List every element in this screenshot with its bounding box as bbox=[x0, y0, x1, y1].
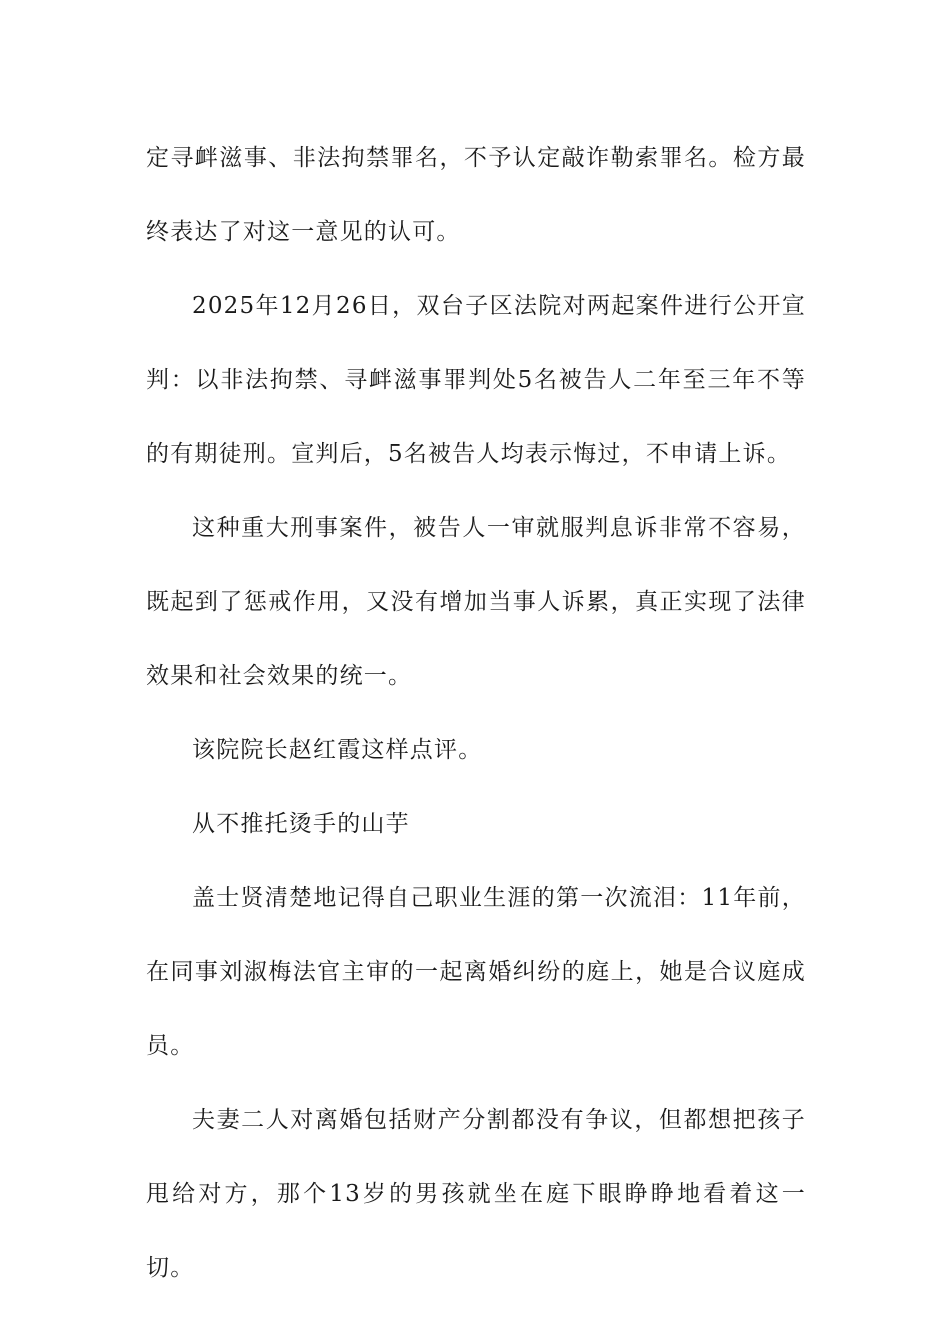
paragraph-6: 夫妻二人对离婚包括财产分割都没有争议，但都想把孩子甩给对方，那个13岁的男孩就坐在庭下眼睁睁地看着这一切。 bbox=[146, 1107, 806, 1281]
paragraph-1: 定寻衅滋事、非法拘禁罪名，不予认定敲诈勒索罪名。检方最终表达了对这一意见的认可。 bbox=[146, 145, 806, 245]
document-body bbox=[146, 121, 806, 1305]
section-heading: 从不推托烫手的山芋 bbox=[192, 811, 410, 837]
paragraph-5: 盖士贤清楚地记得自己职业生涯的第一次流泪：11年前，在同事刘淑梅法官主审的一起离婚纠纷的庭上，她是合议庭成员。 bbox=[146, 885, 806, 1059]
paragraph-2: 2025年12月26日，双台子区法院对两起案件进行公开宣判：以非法拘禁、寻衅滋事罪判处5名被告人二年至三年不等的有期徒刑。宣判后，5名被告人均表示悔过，不申请上诉。 bbox=[146, 293, 806, 467]
paragraph-3: 这种重大刑事案件，被告人一审就服判息诉非常不容易，既起到了惩戒作用，又没有增加当事人诉累，真正实现了法律效果和社会效果的统一。 bbox=[146, 515, 806, 689]
paragraph-4: 该院院长赵红霞这样点评。 bbox=[192, 737, 483, 763]
